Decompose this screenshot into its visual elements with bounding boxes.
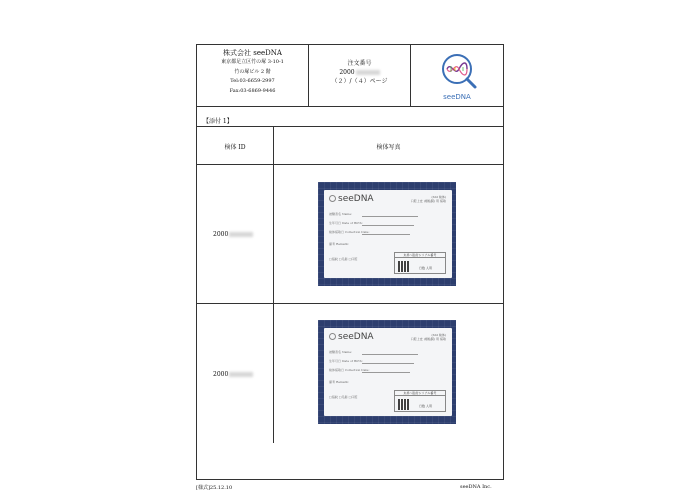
card-tag-line: 口腔上皮 (頬粘膜) 用 採取 — [410, 337, 446, 341]
serial-box-footer: 日数 人用 — [419, 404, 432, 408]
company-address-1: 東京都足立区竹の塚 3-10-1 — [221, 59, 284, 65]
sample-id-visible: 2000 — [213, 371, 229, 378]
company-tel: Tel:03-6659-2997 — [230, 78, 275, 84]
card-checks: □指紋 □毛髪 □口腔 — [329, 257, 358, 261]
brand-logo-icon — [329, 333, 336, 340]
card-checks: □指紋 □毛髪 □口腔 — [329, 395, 358, 399]
card-line — [362, 363, 414, 364]
footer-company: seeDNA Inc. — [460, 484, 492, 490]
company-block — [197, 45, 309, 107]
serial-box-footer: 日数 人用 — [419, 266, 432, 270]
card-tag-line: (Std 検体) — [431, 333, 446, 337]
card-line — [362, 354, 418, 355]
redaction-blur — [356, 70, 380, 75]
column-header-sample-id: 検体 ID — [224, 144, 246, 151]
order-number — [309, 68, 410, 77]
card-field-remark: 備考 Remark: — [329, 380, 349, 384]
table-divider — [197, 303, 503, 304]
card-field-dob: 生年月日 Date of Birth: — [329, 221, 363, 225]
document-header — [197, 45, 503, 107]
card-field-remark: 備考 Remark: — [329, 242, 349, 246]
card-field-collection: 検体採取日 Collection Date: — [329, 368, 370, 372]
card-line — [362, 234, 410, 235]
sample-id-cell — [213, 371, 253, 378]
serial-box-title: 丸枠へ貼付シリアル番号 — [395, 391, 445, 396]
brand-logo-icon — [329, 195, 336, 202]
redaction-blur — [229, 232, 253, 237]
card-field-collection: 検体採取日 Collection Date: — [329, 230, 370, 234]
card-line — [362, 225, 414, 226]
page-indicator: （２）/（４）ページ — [331, 78, 388, 85]
sample-photo — [318, 320, 456, 424]
card-line — [362, 372, 410, 373]
serial-box-title: 丸枠へ貼付シリアル番号 — [395, 253, 445, 258]
card-brand-text: seeDNA — [338, 332, 374, 342]
seedna-logo-icon — [411, 45, 503, 107]
sample-photo — [318, 182, 456, 286]
sample-card — [324, 190, 452, 278]
attachment-label: 【添付 1】 — [203, 118, 233, 125]
qr-code-icon — [398, 399, 409, 410]
table-divider — [273, 127, 274, 443]
card-brand — [329, 332, 374, 342]
redaction-blur — [229, 372, 253, 377]
order-number-visible: 2000 — [339, 69, 355, 76]
order-block — [309, 45, 411, 107]
serial-box — [394, 252, 446, 274]
company-name: 株式会社 seeDNA — [223, 49, 282, 57]
company-fax: Fax:03-6869-9446 — [229, 87, 276, 94]
sample-card — [324, 328, 452, 416]
logo-block — [411, 45, 503, 107]
company-address-2: 竹の塚ビル 2 階 — [234, 68, 271, 75]
column-header-sample-photo: 検体写真 — [376, 144, 401, 151]
document-page — [196, 44, 504, 480]
card-tag-line: 口腔上皮 (頬粘膜) 用 採取 — [410, 199, 446, 203]
qr-code-icon — [398, 261, 409, 272]
card-brand-text: seeDNA — [338, 194, 374, 204]
card-brand — [329, 194, 374, 204]
serial-box — [394, 390, 446, 412]
card-field-dob: 生年月日 Date of Birth: — [329, 359, 363, 363]
card-field-name: 被験者名 Name: — [329, 212, 352, 216]
sample-id-cell — [213, 231, 253, 238]
table-divider — [197, 164, 503, 165]
footer-form-version: [様式]25.12.10 — [196, 485, 233, 491]
card-tag-line: (Std 検体) — [431, 195, 446, 199]
order-number-label: 注文番号 — [347, 60, 372, 67]
sample-table — [197, 126, 503, 442]
card-line — [362, 216, 418, 217]
card-field-name: 被験者名 Name: — [329, 350, 352, 354]
card-tag — [411, 333, 446, 341]
sample-id-visible: 2000 — [213, 231, 229, 238]
card-tag — [411, 195, 446, 203]
logo-text: seeDNA — [443, 93, 471, 101]
